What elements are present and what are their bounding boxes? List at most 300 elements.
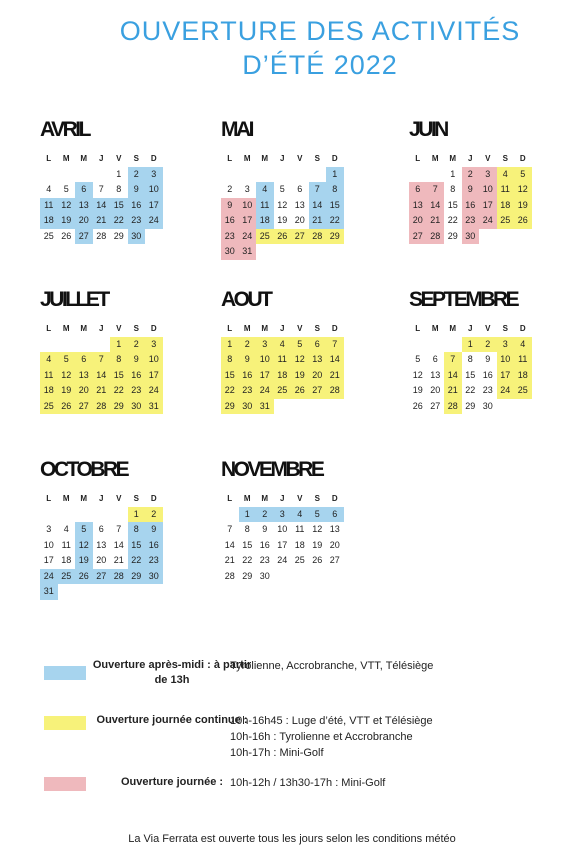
- day-cell: 22: [465, 385, 476, 395]
- day-cell: 15: [447, 199, 458, 210]
- weekday-header: S: [314, 154, 320, 163]
- day-cell: 23: [221, 229, 239, 245]
- empty-cell: [93, 507, 111, 523]
- legend-row-blue: [40, 658, 560, 698]
- day-cell: 6: [75, 352, 93, 368]
- day-cell: 11: [256, 198, 274, 214]
- day-cell: 29: [128, 569, 146, 585]
- empty-cell: [274, 167, 292, 183]
- day-cell: 18: [256, 213, 274, 229]
- legend-swatch-blue: [44, 666, 86, 680]
- weekday-header: V: [485, 324, 491, 333]
- month-name: NOVEMBRE: [221, 458, 323, 481]
- day-cell: 13: [294, 199, 305, 210]
- day-cell: 30: [128, 399, 146, 415]
- day-cell: 15: [128, 538, 146, 554]
- day-cell: 7: [93, 352, 111, 368]
- day-cell: 4: [497, 167, 515, 183]
- day-cell: 22: [110, 383, 128, 399]
- day-cell: 14: [427, 198, 445, 214]
- day-cell: 16: [482, 369, 493, 380]
- day-cell: 23: [239, 383, 257, 399]
- day-cell: 28: [427, 229, 445, 245]
- day-cell: 31: [40, 584, 58, 600]
- day-cell: 20: [75, 213, 93, 229]
- weekday-header: M: [62, 154, 70, 163]
- month-octobre: [40, 458, 180, 600]
- day-cell: 30: [482, 400, 493, 411]
- day-cell: 10: [479, 182, 497, 198]
- day-cell: 19: [58, 213, 76, 229]
- day-cell: 22: [221, 383, 239, 399]
- weekday-header: J: [468, 154, 473, 163]
- day-cell: 22: [242, 555, 253, 565]
- day-cell: 18: [61, 555, 72, 565]
- day-cell: 30: [239, 399, 257, 415]
- day-cell: 21: [427, 213, 445, 229]
- day-cell: 12: [58, 368, 76, 384]
- day-cell: 19: [277, 215, 288, 225]
- day-cell: 7: [309, 182, 327, 198]
- day-cell: 1: [462, 337, 480, 353]
- day-cell: 18: [274, 368, 292, 384]
- day-cell: 27: [291, 229, 309, 245]
- weekday-header: D: [150, 154, 157, 163]
- day-cell: 23: [482, 385, 493, 395]
- day-cell: 13: [329, 524, 340, 534]
- month-name: SEPTEMBRE: [409, 288, 518, 311]
- empty-cell: [93, 167, 111, 183]
- legend-row-yellow: [40, 713, 560, 763]
- day-cell: 16: [259, 539, 270, 550]
- weekday-header: S: [133, 154, 139, 163]
- day-cell: 19: [75, 553, 93, 569]
- empty-cell: [75, 507, 93, 523]
- day-cell: 2: [145, 507, 163, 523]
- day-cell: 5: [279, 184, 285, 194]
- day-cell: 4: [46, 184, 52, 194]
- empty-cell: [75, 167, 93, 183]
- day-cell: 21: [444, 383, 462, 399]
- day-cell: 9: [128, 352, 146, 368]
- day-cell: 16: [128, 198, 146, 214]
- weekday-header: M: [243, 154, 251, 163]
- weekday-header: L: [227, 324, 233, 333]
- day-cell: 11: [514, 352, 532, 368]
- empty-cell: [58, 507, 76, 523]
- day-cell: 19: [58, 383, 76, 399]
- day-cell: 24: [497, 383, 515, 399]
- day-cell: 17: [256, 368, 274, 384]
- weekday-header: V: [297, 494, 303, 503]
- day-cell: 17: [145, 368, 163, 384]
- day-cell: 21: [224, 555, 235, 565]
- day-cell: 20: [75, 383, 93, 399]
- day-cell: 29: [326, 229, 344, 245]
- month-name: JUIN: [409, 118, 447, 141]
- day-cell: 28: [444, 399, 462, 415]
- weekday-header: M: [431, 324, 439, 333]
- weekday-header: V: [116, 494, 122, 503]
- day-cell: 3: [244, 184, 250, 194]
- day-cell: 9: [485, 354, 491, 364]
- day-cell: 5: [75, 522, 93, 538]
- day-cell: 13: [75, 198, 93, 214]
- weekday-header: M: [431, 154, 439, 163]
- weekday-header: D: [519, 154, 526, 163]
- day-cell: 14: [444, 368, 462, 384]
- day-cell: 9: [145, 522, 163, 538]
- day-cell: 18: [40, 213, 58, 229]
- footer-note: La Via Ferrata est ouverte tous les jours selon les conditions météo: [128, 833, 456, 845]
- day-cell: 10: [43, 539, 54, 550]
- day-cell: 9: [462, 182, 480, 198]
- weekday-header: J: [468, 324, 473, 333]
- legend-row-pink: [40, 775, 560, 795]
- legend-swatch-yellow: [44, 716, 86, 730]
- weekday-header: S: [314, 494, 320, 503]
- day-cell: 29: [447, 230, 458, 241]
- weekday-header: J: [99, 324, 104, 333]
- day-cell: 30: [128, 229, 146, 245]
- day-cell: 4: [514, 337, 532, 353]
- day-cell: 25: [514, 383, 532, 399]
- day-cell: 27: [329, 555, 340, 565]
- weekday-header: S: [133, 324, 139, 333]
- day-cell: 14: [309, 198, 327, 214]
- weekday-header: V: [297, 154, 303, 163]
- day-cell: 31: [239, 244, 257, 260]
- day-cell: 10: [256, 352, 274, 368]
- day-cell: 19: [514, 198, 532, 214]
- day-cell: 17: [145, 198, 163, 214]
- month-avril: [40, 118, 180, 244]
- day-cell: 20: [96, 555, 107, 565]
- day-cell: 29: [221, 399, 239, 415]
- day-cell: 8: [110, 352, 128, 368]
- day-cell: 13: [309, 352, 327, 368]
- day-cell: 12: [58, 198, 76, 214]
- month-novembre: [221, 458, 361, 584]
- month-name: MAI: [221, 118, 252, 141]
- weekday-header: V: [485, 154, 491, 163]
- day-cell: 2: [227, 184, 233, 194]
- month-name: OCTOBRE: [40, 458, 128, 481]
- day-cell: 24: [256, 383, 274, 399]
- day-cell: 11: [274, 352, 292, 368]
- weekday-header: L: [415, 324, 421, 333]
- day-cell: 12: [277, 199, 288, 210]
- month-septembre: [409, 288, 549, 414]
- weekday-header: J: [99, 494, 104, 503]
- day-cell: 23: [128, 213, 146, 229]
- day-cell: 16: [239, 368, 257, 384]
- day-cell: 15: [326, 198, 344, 214]
- day-cell: 22: [326, 213, 344, 229]
- day-cell: 27: [75, 399, 93, 415]
- day-cell: 6: [432, 354, 438, 364]
- day-cell: 8: [128, 522, 146, 538]
- day-cell: 2: [128, 337, 146, 353]
- day-cell: 14: [93, 368, 111, 384]
- day-cell: 28: [326, 383, 344, 399]
- day-cell: 28: [309, 229, 327, 245]
- day-cell: 7: [326, 337, 344, 353]
- weekday-header: M: [243, 324, 251, 333]
- weekday-header: S: [133, 494, 139, 503]
- empty-cell: [444, 337, 462, 353]
- month-grid: [40, 491, 180, 600]
- day-cell: 21: [93, 383, 111, 399]
- day-cell: 23: [145, 553, 163, 569]
- weekday-header: M: [261, 494, 269, 503]
- day-cell: 8: [326, 182, 344, 198]
- day-cell: 30: [145, 569, 163, 585]
- day-cell: 25: [43, 230, 54, 241]
- day-cell: 18: [40, 383, 58, 399]
- day-cell: 4: [256, 182, 274, 198]
- day-cell: 22: [447, 215, 458, 225]
- empty-cell: [427, 167, 445, 183]
- day-cell: 14: [326, 352, 344, 368]
- day-cell: 11: [40, 368, 58, 384]
- day-cell: 7: [98, 184, 104, 194]
- day-cell: 1: [239, 507, 257, 523]
- page-title: OUVERTURE DES ACTIVITÉS: [119, 16, 521, 46]
- day-cell: 5: [309, 507, 327, 523]
- weekday-header: D: [331, 494, 338, 503]
- day-cell: 9: [239, 352, 257, 368]
- weekday-header: M: [80, 154, 88, 163]
- day-cell: 3: [46, 524, 52, 534]
- empty-cell: [239, 167, 257, 183]
- weekday-header: M: [62, 324, 70, 333]
- weekday-header: D: [331, 154, 338, 163]
- day-cell: 1: [326, 167, 344, 183]
- day-cell: 21: [326, 368, 344, 384]
- day-cell: 6: [409, 182, 427, 198]
- day-cell: 26: [291, 383, 309, 399]
- day-cell: 17: [479, 198, 497, 214]
- day-cell: 10: [145, 182, 163, 198]
- day-cell: 25: [256, 229, 274, 245]
- day-cell: 6: [98, 524, 104, 534]
- weekday-header: M: [80, 494, 88, 503]
- weekday-header: L: [46, 154, 52, 163]
- day-cell: 20: [409, 213, 427, 229]
- empty-cell: [75, 337, 93, 353]
- day-cell: 3: [497, 337, 515, 353]
- day-cell: 5: [514, 167, 532, 183]
- empty-cell: [309, 167, 327, 183]
- weekday-header: M: [449, 154, 457, 163]
- day-cell: 12: [412, 369, 423, 380]
- day-cell: 30: [259, 570, 270, 581]
- weekday-header: J: [280, 494, 285, 503]
- month-grid: [221, 321, 361, 414]
- day-cell: 23: [462, 213, 480, 229]
- day-cell: 17: [43, 555, 54, 565]
- empty-cell: [58, 337, 76, 353]
- day-cell: 11: [61, 539, 71, 550]
- legend-swatch-pink: [44, 777, 86, 791]
- weekday-header: S: [502, 154, 508, 163]
- day-cell: 6: [75, 182, 93, 198]
- weekday-header: L: [227, 154, 233, 163]
- day-cell: 17: [277, 539, 288, 550]
- day-cell: 24: [239, 229, 257, 245]
- legend-desc-pink-1: 10h-12h / 13h30-17h : Mini-Golf: [230, 777, 386, 789]
- day-cell: 29: [242, 570, 253, 581]
- day-cell: 28: [224, 570, 235, 581]
- day-cell: 1: [450, 168, 456, 179]
- day-cell: 2: [479, 337, 497, 353]
- day-cell: 11: [40, 198, 58, 214]
- day-cell: 3: [145, 167, 163, 183]
- legend-desc-yellow-3: 10h-17h : Mini-Golf: [230, 747, 324, 759]
- day-cell: 17: [239, 213, 257, 229]
- day-cell: 11: [295, 524, 305, 534]
- legend-label-yellow: Ouverture journée continue :: [96, 714, 248, 726]
- weekday-header: M: [261, 154, 269, 163]
- month-grid: [40, 151, 180, 244]
- weekday-header: D: [150, 324, 157, 333]
- day-cell: 24: [40, 569, 58, 585]
- empty-cell: [409, 337, 427, 353]
- day-cell: 6: [297, 184, 303, 194]
- day-cell: 18: [497, 198, 515, 214]
- day-cell: 2: [462, 167, 480, 183]
- day-cell: 29: [465, 400, 476, 411]
- weekday-header: J: [280, 324, 285, 333]
- month-grid: [221, 151, 361, 260]
- day-cell: 14: [93, 198, 111, 214]
- weekday-header: V: [297, 324, 303, 333]
- day-cell: 3: [145, 337, 163, 353]
- day-cell: 13: [96, 539, 107, 550]
- day-cell: 5: [415, 354, 421, 364]
- empty-cell: [256, 167, 274, 183]
- day-cell: 27: [430, 400, 441, 411]
- day-cell: 20: [430, 385, 441, 395]
- day-cell: 19: [312, 539, 323, 550]
- day-cell: 7: [444, 352, 462, 368]
- empty-cell: [40, 167, 58, 183]
- day-cell: 16: [221, 213, 239, 229]
- day-cell: 12: [312, 524, 323, 534]
- day-cell: 26: [312, 555, 323, 565]
- day-cell: 19: [291, 368, 309, 384]
- month-grid: [409, 321, 549, 414]
- month-grid: [221, 491, 361, 584]
- day-cell: 16: [462, 198, 480, 214]
- day-cell: 25: [274, 383, 292, 399]
- day-cell: 7: [227, 524, 233, 534]
- day-cell: 24: [145, 213, 163, 229]
- day-cell: 10: [239, 198, 257, 214]
- day-cell: 2: [239, 337, 257, 353]
- day-cell: 13: [75, 368, 93, 384]
- page-subtitle: D’ÉTÉ 2022: [242, 50, 398, 80]
- day-cell: 8: [467, 354, 473, 364]
- day-cell: 12: [291, 352, 309, 368]
- weekday-header: D: [331, 324, 338, 333]
- empty-cell: [291, 167, 309, 183]
- day-cell: 9: [128, 182, 146, 198]
- month-grid: [409, 151, 549, 244]
- weekday-header: S: [502, 324, 508, 333]
- day-cell: 11: [497, 182, 515, 198]
- day-cell: 21: [93, 213, 111, 229]
- day-cell: 12: [514, 182, 532, 198]
- day-cell: 27: [409, 229, 427, 245]
- day-cell: 7: [427, 182, 445, 198]
- day-cell: 3: [256, 337, 274, 353]
- day-cell: 9: [262, 524, 268, 534]
- day-cell: 30: [221, 244, 239, 260]
- weekday-header: V: [116, 324, 122, 333]
- day-cell: 31: [256, 399, 274, 415]
- empty-cell: [427, 337, 445, 353]
- day-cell: 15: [110, 198, 128, 214]
- month-grid: [40, 321, 180, 414]
- day-cell: 27: [309, 383, 327, 399]
- weekday-header: M: [261, 324, 269, 333]
- day-cell: 3: [479, 167, 497, 183]
- day-cell: 17: [497, 368, 515, 384]
- weekday-header: J: [99, 154, 104, 163]
- day-cell: 20: [329, 539, 340, 550]
- day-cell: 8: [450, 184, 456, 194]
- day-cell: 23: [259, 555, 270, 565]
- day-cell: 6: [326, 507, 344, 523]
- weekday-header: D: [519, 324, 526, 333]
- day-cell: 26: [75, 569, 93, 585]
- weekday-header: L: [46, 494, 52, 503]
- day-cell: 23: [128, 383, 146, 399]
- day-cell: 5: [291, 337, 309, 353]
- day-cell: 4: [40, 352, 58, 368]
- day-cell: 28: [110, 569, 128, 585]
- day-cell: 28: [96, 230, 107, 241]
- day-cell: 3: [274, 507, 292, 523]
- day-cell: 2: [128, 167, 146, 183]
- weekday-header: L: [227, 494, 233, 503]
- day-cell: 29: [110, 399, 128, 415]
- day-cell: 20: [309, 368, 327, 384]
- day-cell: 4: [274, 337, 292, 353]
- day-cell: 26: [61, 230, 72, 241]
- day-cell: 26: [58, 399, 76, 415]
- legend-desc-blue-1: Tyrolienne, Accrobranche, VTT, Télésiège: [230, 660, 434, 672]
- day-cell: 2: [256, 507, 274, 523]
- day-cell: 18: [514, 368, 532, 384]
- empty-cell: [221, 167, 239, 183]
- day-cell: 22: [110, 213, 128, 229]
- day-cell: 24: [479, 213, 497, 229]
- day-cell: 25: [497, 213, 515, 229]
- day-cell: 4: [63, 524, 69, 534]
- legend-desc-yellow-2: 10h-16h : Tyrolienne et Accrobranche: [230, 731, 413, 743]
- day-cell: 15: [465, 369, 476, 380]
- day-cell: 10: [277, 524, 288, 534]
- day-cell: 21: [309, 213, 327, 229]
- day-cell: 14: [113, 539, 124, 550]
- weekday-header: M: [243, 494, 251, 503]
- day-cell: 27: [93, 569, 111, 585]
- month-aout: [221, 288, 361, 414]
- weekday-header: S: [314, 324, 320, 333]
